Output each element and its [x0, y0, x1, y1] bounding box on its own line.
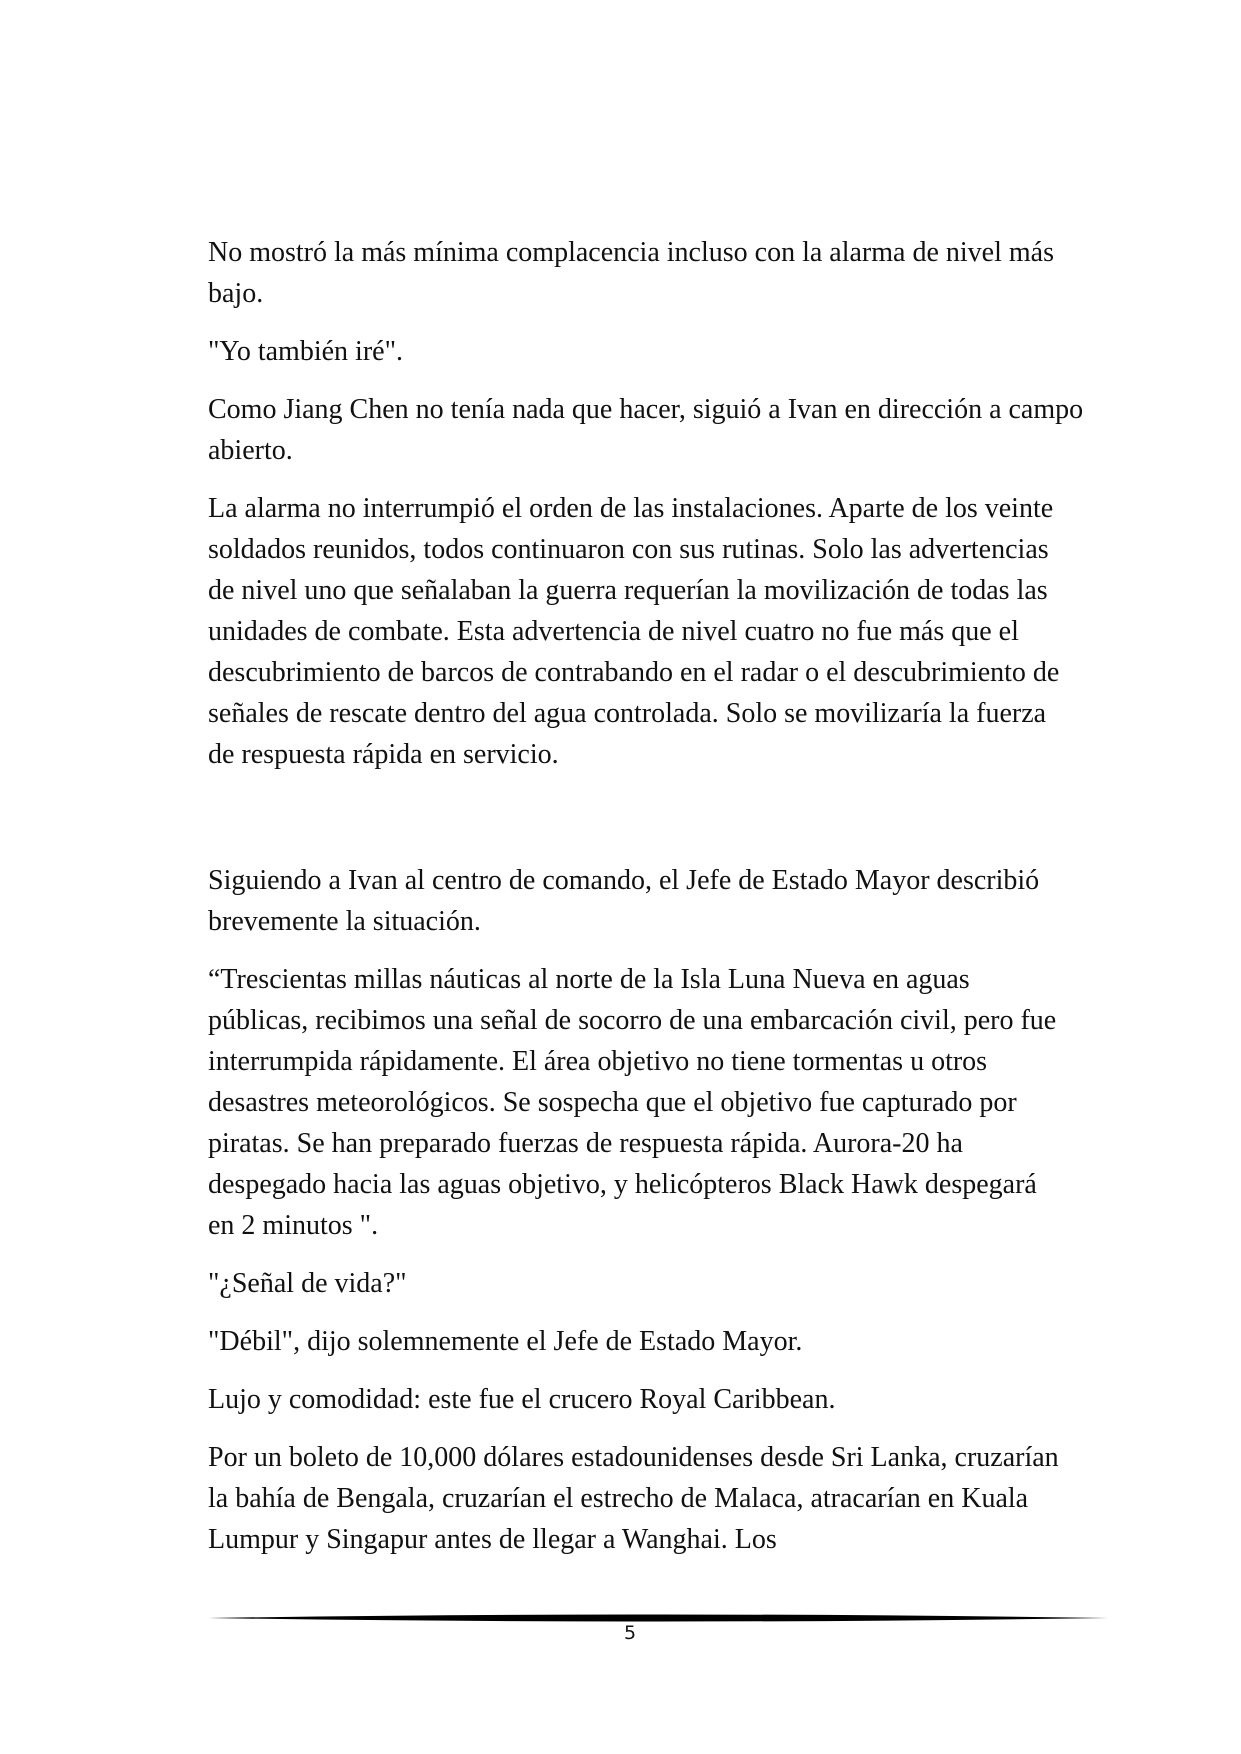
footer-rule-shape	[208, 1615, 1108, 1622]
page-number: 5	[623, 1622, 637, 1644]
paragraph: Lujo y comodidad: este fue el crucero Royal Caribbean.	[208, 1384, 836, 1415]
paragraph: "Yo también iré".	[208, 336, 404, 367]
section-break	[208, 792, 1068, 860]
paragraph: La alarma no interrumpió el orden de las instalaciones. Aparte de los veinte soldados reunidos, todos continuaron con sus rutinas. Solo las advertencias de nivel uno que señalaban la guerra requerían la movilización de todas las unidades de combate. Esta advertencia de nivel cuatro no fue más que el descubrimiento de barcos de contrabando en el radar o el descubrimiento de señales de rescate dentro del agua controlada. Solo se movilizaría la fuerza de respuesta rápida en servicio.	[208, 493, 1060, 770]
document-body	[208, 232, 1084, 1577]
paragraph: Como Jiang Chen no tenía nada que hacer, siguió a Ivan en dirección a campo abierto.	[208, 394, 1084, 466]
paragraph: No mostró la más mínima complacencia incluso con la alarma de nivel más bajo.	[208, 237, 1054, 309]
paragraph: “Trescientas millas náuticas al norte de la Isla Luna Nueva en aguas públicas, recibimos una señal de socorro de una embarcación civil, pero fue interrumpida rápidamente. El área objetivo no tiene tormentas u otros desastres meteorológicos. Se sospecha que el objetivo fue capturado por piratas. Se han preparado fuerzas de respuesta rápida. Aurora-20 ha despegado hacia las aguas objetivo, y helicópteros Black Hawk despegará en 2 minutos ".	[208, 964, 1057, 1241]
paragraph: Siguiendo a Ivan al centro de comando, el Jefe de Estado Mayor describió brevemente la situación.	[208, 865, 1040, 937]
paragraph: "¿Señal de vida?"	[208, 1268, 407, 1299]
paragraph: Por un boleto de 10,000 dólares estadounidenses desde Sri Lanka, cruzarían la bahía de Bengala, cruzarían el estrecho de Malaca, atracarían en Kuala Lumpur y Singapur antes de llegar a Wanghai. Los	[208, 1442, 1059, 1555]
paragraph: "Débil", dijo solemnemente el Jefe de Estado Mayor.	[208, 1326, 803, 1357]
